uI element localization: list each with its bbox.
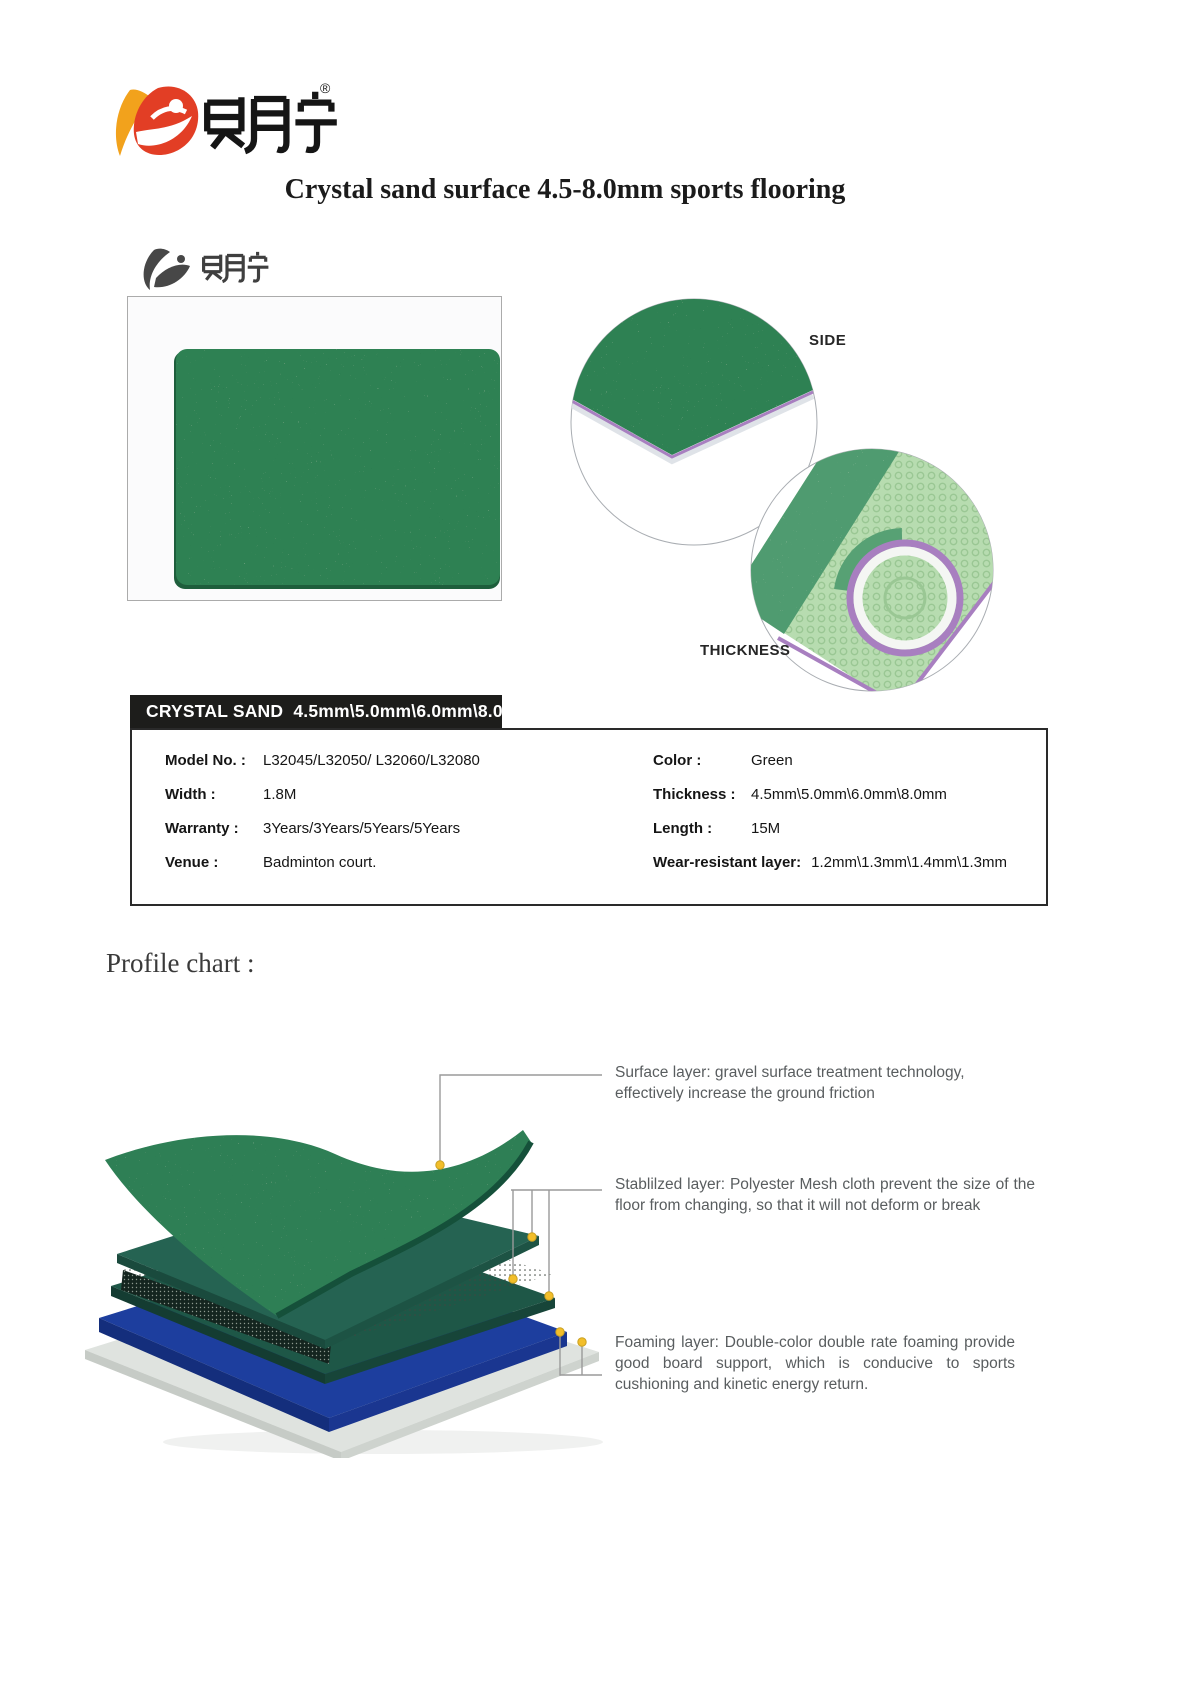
spec-label: Length : — [653, 819, 713, 837]
callout-dot-mesh — [509, 1275, 517, 1283]
brand-logo-mark — [116, 86, 198, 156]
spec-label: Color : — [653, 751, 702, 769]
roll-inner-backing — [863, 556, 947, 640]
spec-right-column — [653, 743, 1007, 879]
spec-label: Warranty : — [165, 819, 239, 837]
spec-row-color — [653, 743, 1007, 777]
secondary-logo-swirl — [154, 265, 190, 288]
spec-table-header: CRYSTAL SAND 4.5mm\5.0mm\6.0mm\8.0mm — [130, 695, 502, 728]
spec-value: 3Years/3Years/5Years/5Years — [263, 819, 461, 837]
profile-chart-diagram — [83, 1018, 603, 1458]
spec-row-venue — [165, 845, 480, 879]
annotation-foaming-layer: Foaming layer: Double-color double rate foaming provide good board support, which is conducive to sports cushioning and kinetic energy return. — [615, 1334, 1015, 1393]
spec-row-width — [165, 777, 480, 811]
spec-value: L32045/L32050/ L32060/L32080 — [263, 751, 480, 769]
spec-value: Badminton court. — [263, 853, 377, 871]
spec-table — [130, 728, 1048, 906]
spec-label: Wear-resistant layer: — [653, 853, 802, 871]
product-sample-image — [127, 296, 502, 601]
brand-cjk-characters — [207, 92, 337, 151]
spec-row-model — [165, 743, 480, 777]
spec-label: Thickness : — [653, 785, 736, 803]
secondary-cjk-characters — [204, 252, 269, 282]
spec-left-column — [165, 743, 480, 879]
spec-label: Venue : — [165, 853, 219, 871]
profile-chart-heading: Profile chart : — [106, 948, 255, 978]
thickness-label: THICKNESS — [700, 642, 791, 659]
spec-value: 1.2mm\1.3mm\1.4mm\1.3mm — [811, 853, 1007, 871]
spec-row-thickness — [653, 777, 1007, 811]
sample-green-tile — [176, 349, 500, 585]
spec-row-wear-resistant — [653, 845, 1007, 879]
secondary-logo-dot — [177, 255, 185, 263]
callout-dot-foam — [556, 1328, 564, 1336]
spec-label: Model No. : — [165, 751, 246, 769]
spec-row-warranty — [165, 811, 480, 845]
sample-photo-svg — [128, 297, 501, 600]
spec-label: Width : — [165, 785, 216, 803]
callout-dot-base — [578, 1338, 586, 1346]
brand-logo-secondary — [140, 246, 275, 292]
registered-trademark: ® — [320, 80, 331, 96]
brand-logo — [112, 84, 342, 158]
callout-dot-surface — [436, 1161, 444, 1169]
side-label: SIDE — [809, 332, 847, 349]
annotation-stabilized-layer: Stablilzed layer: Polyester Mesh cloth prevent the size of the floor from changing, so that it will not deform or break — [615, 1176, 1035, 1214]
callout-dot-lower-green — [545, 1292, 553, 1300]
spec-value: 15M — [751, 819, 781, 837]
callout-dot-upper-green — [528, 1233, 536, 1241]
spec-row-length — [653, 811, 1007, 845]
spec-value: Green — [751, 751, 793, 769]
spec-value: 4.5mm\5.0mm\6.0mm\8.0mm — [751, 785, 947, 803]
spec-value: 1.8M — [263, 785, 297, 803]
annotation-surface-layer: Surface layer: gravel surface treatment technology, effectively increase the ground friction — [615, 1064, 965, 1102]
page-title: Crystal sand surface 4.5-8.0mm sports flooring — [284, 174, 846, 205]
